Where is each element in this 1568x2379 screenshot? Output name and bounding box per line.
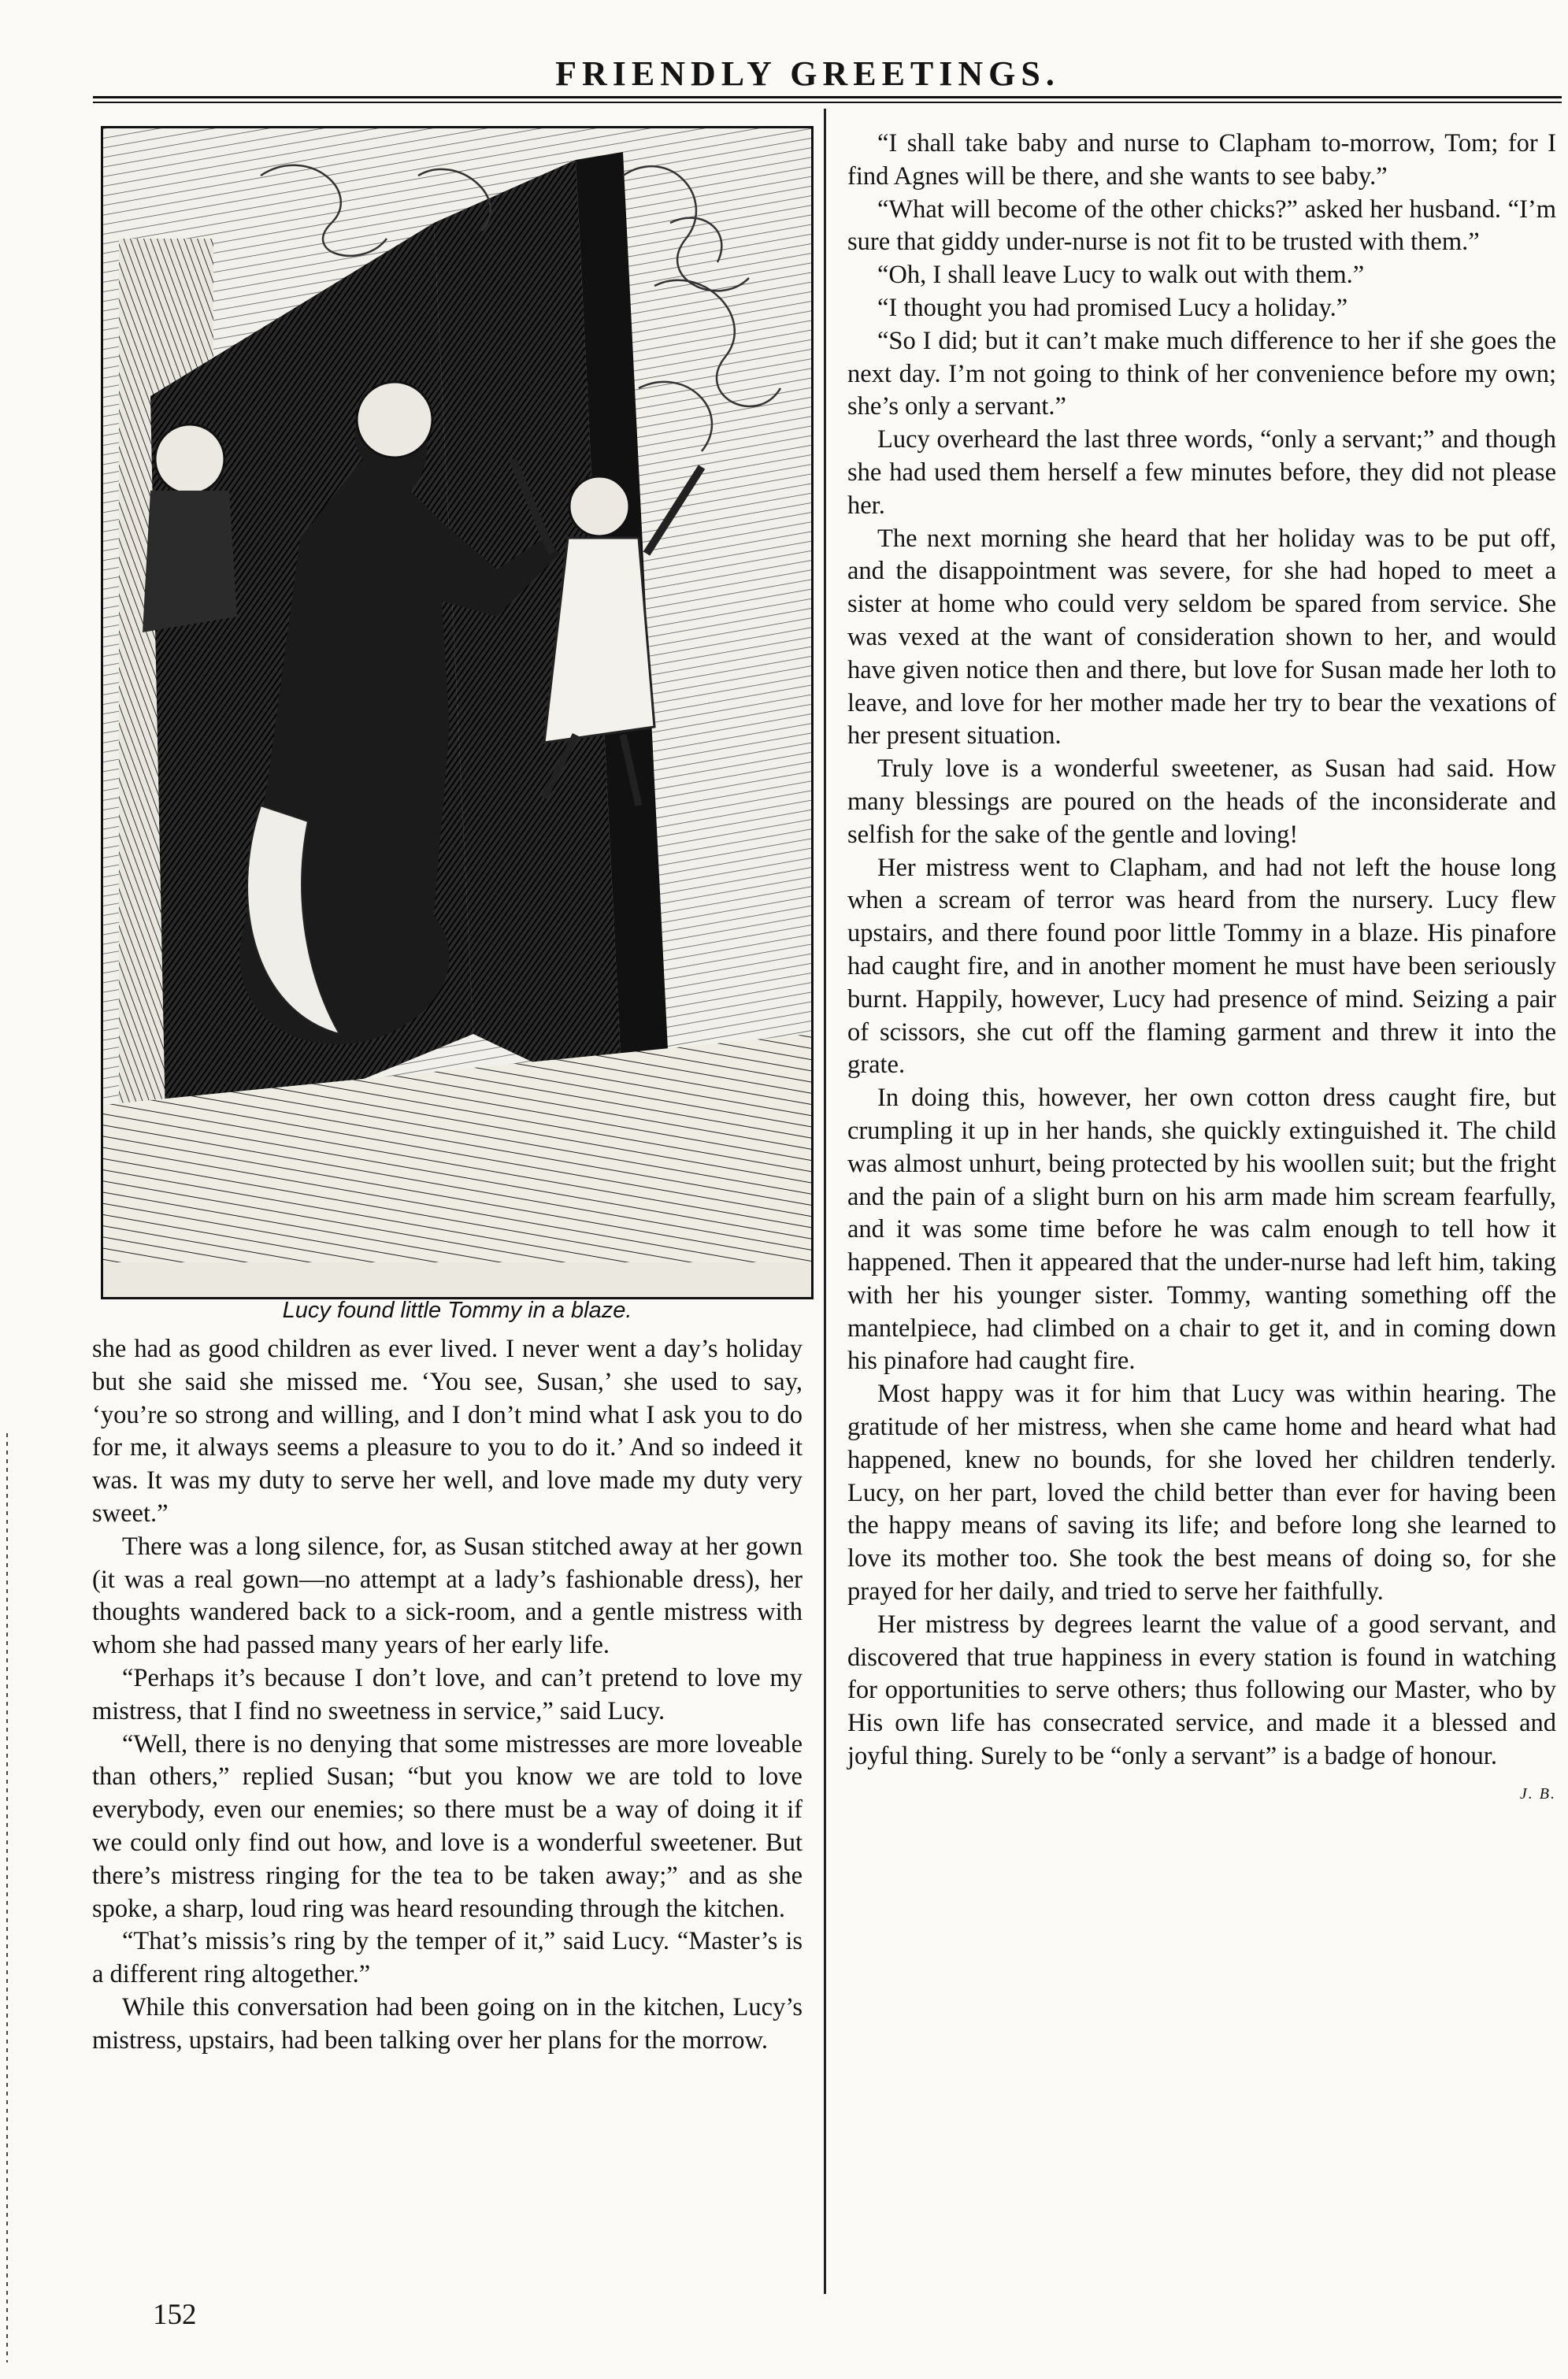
binding-edge	[6, 1433, 8, 2362]
paragraph: The next morning she heard that her holiday was to be put off, and the disappointment was severe, for she had hoped to meet a sister at home who could very seldom be spared from service. She was vexed at the want of consideration shown to her, and would have given notice then and there, but love for Susan made her loth to leave, and love for her mother made her try to bear the vexations of her present situation.	[847, 524, 1556, 750]
closing-paragraph-text: Her mistress by degrees learnt the value of a good servant, and discovered that true happiness in every station is found in watching for opportunities to serve others; thus following our Master, who by His own life has consecrated service, and made it a blessed and joyful thing. Surely to be “only a servant” is a badge of honour.	[847, 1610, 1556, 1771]
paragraph: Most happy was it for him that Lucy was within hearing. The gratitude of her mistress, when she came home and heard what had happened, knew no bounds, for she loved her children tenderly. Lucy, on her part, loved the child better than ever for having been the happy means of saving its life; and before long she learned to love its mother too. She took the best means of doing so, for she prayed for her daily, and tried to serve her faithfully.	[847, 1380, 1556, 1606]
engraving-artwork	[103, 128, 811, 1297]
column-divider	[824, 109, 826, 2294]
paragraph: “Oh, I shall leave Lucy to walk out with them.”	[877, 261, 1365, 290]
left-text-column	[92, 1333, 803, 2058]
paragraph: “Well, there is no denying that some mistresses are more loveable than others,” replied Susan; “but you know we are told to love everybody, even our enemies; so there must be a way of doing it if we could only find out how, and love is a wonderful sweetener. But there’s mistress ringing for the tea to be taken away;” and as she spoke, a sharp, loud ring was heard resounding through the kitchen.	[92, 1729, 803, 1923]
paragraph: While this conversation had been going on in the kitchen, Lucy’s mistress, upstairs, had been talking over her plans for the morrow.	[92, 1992, 803, 2055]
paragraph	[847, 1609, 1556, 1803]
illustration-caption: Lucy found little Tommy in a blaze.	[282, 1298, 632, 1323]
paragraph: she had as good children as ever lived. I never went a day’s holiday but she said she missed me. ‘You see, Susan,’ she used to say, ‘you’re so strong and willing, and I don’t mind what I ask you to do for me, it always seems a pleasure to you to do it.’ And so indeed it was. It was my duty to serve her well, and love made my duty very sweet.”	[92, 1335, 803, 1528]
paragraph: Truly love is a wonderful sweetener, as Susan had said. How many blessings are poured on the heads of the inconsiderate and selfish for the sake of the gentle and loving!	[847, 754, 1556, 849]
paragraph: “What will become of the other chicks?” asked her husband. “I’m sure that giddy under-nurse is not fit to be trusted with them.”	[847, 195, 1556, 257]
page-number: 152	[153, 2299, 197, 2331]
paragraph: “I shall take baby and nurse to Clapham to-morrow, Tom; for I find Agnes will be there, and she wants to see baby.”	[847, 129, 1556, 191]
right-text-column	[847, 128, 1556, 1811]
running-title: FRIENDLY GREETINGS.	[555, 54, 1060, 93]
paragraph: “That’s missis’s ring by the temper of it,” said Lucy. “Master’s is a different ring altogether.”	[92, 1927, 803, 1989]
engraving-illustration	[101, 126, 814, 1299]
paragraph: In doing this, however, her own cotton dress caught fire, but crumpling it up in her hands, she quickly extinguished it. The child was almost unhurt, being protected by his woollen suit; but the fright and the pain of a slight burn on his arm made him scream fearfully, and it was some time before he was calm enough to tell how it happened. Then it appeared that the under-nurse had left him, taking with her his younger sister. Tommy, wanting something off the mantelpiece, had climbed on a chair to get it, and in coming down his pinafore had caught fire.	[847, 1084, 1556, 1376]
paragraph: Lucy overheard the last three words, “only a servant;” and though she had used them herself a few minutes before, they did not please her.	[847, 425, 1556, 520]
header-rule	[93, 96, 1562, 103]
paragraph: “So I did; but it can’t make much difference to her if she goes the next day. I’m not going to think of her convenience before my own; she’s only a servant.”	[847, 326, 1556, 421]
paragraph: There was a long silence, for, as Susan stitched away at her gown (it was a real gown—no attempt at a lady’s fashionable dress), her thoughts wandered back to a sick-room, and a gentle mistress with whom she had passed many years of her early life.	[92, 1532, 803, 1660]
paragraph: Her mistress went to Clapham, and had not left the house long when a scream of terror was heard from the nursery. Lucy flew upstairs, and there found poor little Tommy in a blaze. His pinafore had caught fire, and in another moment he must have been seriously burnt. Happily, however, Lucy had presence of mind. Seizing a pair of scissors, she cut off the flaming garment and threw it into the grate.	[847, 853, 1556, 1080]
author-signature: J. B.	[1519, 1784, 1556, 1803]
paragraph: “I thought you had promised Lucy a holiday.”	[877, 293, 1348, 322]
paragraph: “Perhaps it’s because I don’t love, and can’t pretend to love my mistress, that I find no sweetness in service,” said Lucy.	[92, 1663, 803, 1725]
